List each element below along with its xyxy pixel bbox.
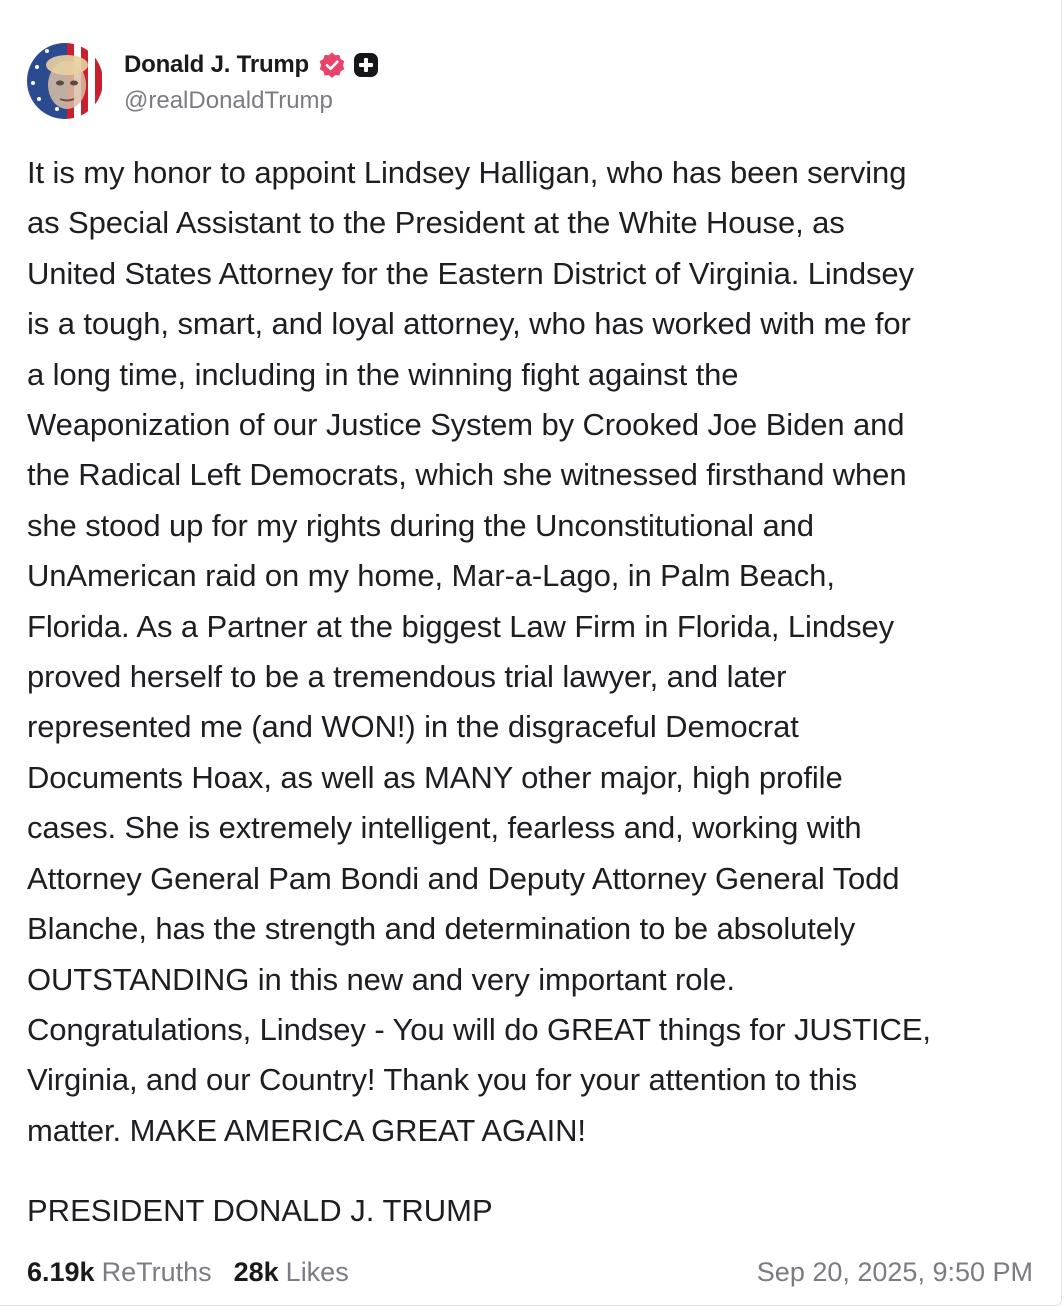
author-handle[interactable]: @realDonaldTrump bbox=[124, 87, 333, 114]
likes-count: 28k bbox=[233, 1256, 279, 1287]
retruths-count: 6.19k bbox=[27, 1256, 95, 1287]
plus-badge-icon bbox=[353, 52, 379, 78]
name-row bbox=[124, 47, 379, 83]
post-text: It is my honor to appoint Lindsey Halligan, who has been serving as Special Assistant to the President at the White House, as United States Attorney for the Eastern District of Virginia. Lindsey is a tough, smart, and loyal attorney, who has worked with me for a long time, including in the winning fight against the Weaponization of our Justice System by Crooked Joe Biden and the Radical Left Democrats, which she witnessed firsthand when she stood up for my rights during the Unconstitutional and UnAmerican raid on my home, Mar-a-Lago, in Palm Beach, Florida. As a Partner at the biggest Law Firm in Florida, Lindsey proved herself to be a tremendous trial lawyer, and later represented me (and WON!) in the disgraceful Democrat Documents Hoax, as well as MANY other major, high profile cases. She is extremely intelligent, fearless and, working with Attorney General Pam Bondi and Deputy Attorney General Todd Blanche, has the strength and determination to be absolutely OUTSTANDING in this new and very important role. Congratulations, Lindsey - You will do GREAT things for JUSTICE, Virginia, and our Country! Thank you for your attention to this matter. MAKE AMERICA GREAT AGAIN! bbox=[27, 155, 931, 1148]
avatar-image bbox=[27, 43, 103, 119]
post-timestamp[interactable]: Sep 20, 2025, 9:50 PM bbox=[756, 1256, 1033, 1287]
post-signature: PRESIDENT DONALD J. TRUMP bbox=[27, 1193, 493, 1228]
verified-badge-icon bbox=[318, 51, 346, 79]
post-footer bbox=[27, 1252, 1033, 1292]
likes-stat[interactable] bbox=[234, 1257, 349, 1288]
likes-label: Likes bbox=[285, 1256, 349, 1287]
avatar[interactable] bbox=[27, 43, 103, 119]
retruths-label: ReTruths bbox=[101, 1256, 212, 1287]
post-header bbox=[27, 42, 379, 120]
author-display-name[interactable]: Donald J. Trump bbox=[124, 51, 310, 78]
author-names bbox=[124, 47, 379, 115]
retruths-stat[interactable] bbox=[27, 1257, 212, 1288]
